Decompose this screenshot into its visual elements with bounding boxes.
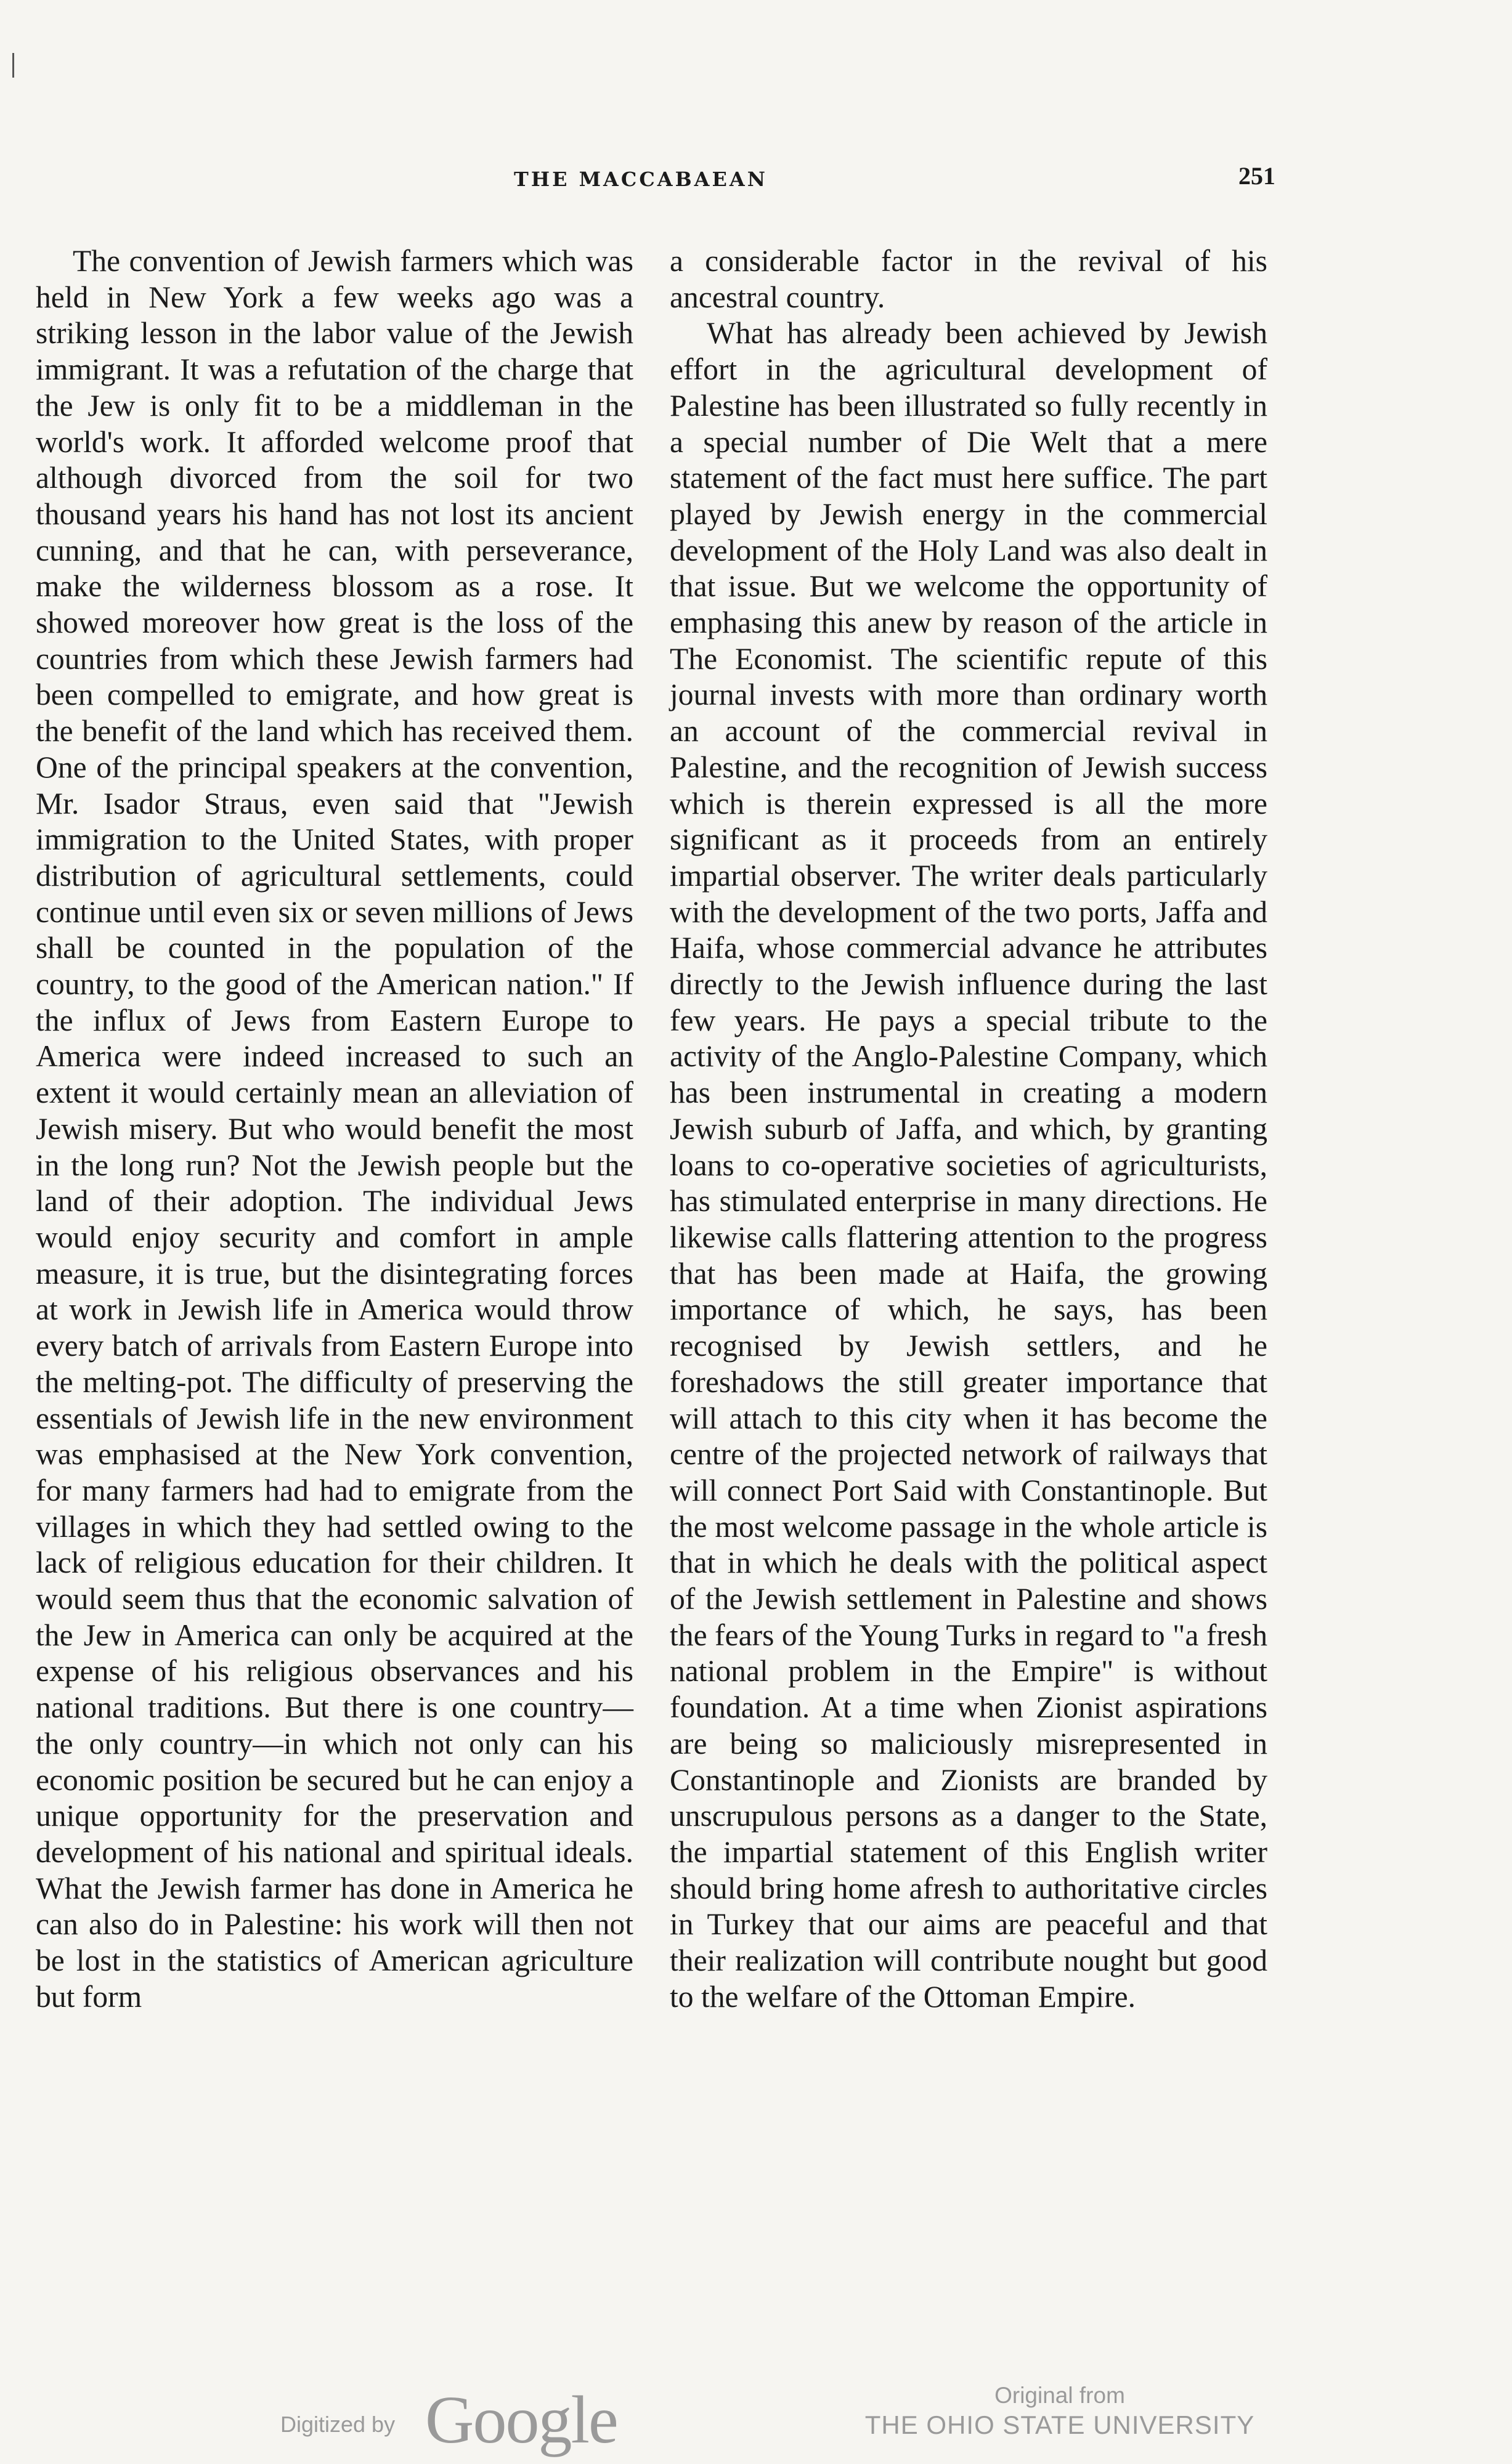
running-head: THE MACCABAEAN	[514, 168, 768, 191]
google-logo: Google	[425, 2382, 617, 2457]
paragraph: The convention of Jewish farmers which was held in New York a few weeks ago was a striking lesson in the labor value of the Jewish immigrant. It was a refutation of the charge that the Jew is only fit to be a middleman in the world's work. It afforded welcome proof that although divorced from the soil for two thousand years his hand has not lost its ancient cunning, and that he can, with perseverance, make the wilderness blossom as a rose. It showed moreover how great is the loss of the countries from which these Jewish farmers had been compelled to emigrate, and how great is the benefit of the land which has received them. One of the principal speakers at the convention, Mr. Isador Straus, even said that "Jewish immigration to the United States, with proper distribution of agricultural settlements, could continue until even six or seven millions of Jews shall be counted in the population of the country, to the good of the American nation." If the influx of Jews from Eastern Europe to America were indeed increased to such an extent it would certainly mean an alleviation of Jewish misery. But who would benefit the most in the long run? Not the Jewish people but the land of their adoption. The individual Jews would enjoy security and comfort in ample measure, it is true, but the disintegrating forces at work in Jewish life in America would throw every batch of arrivals from Eastern Europe into the melting-pot. The difficulty of preserving the essentials of Jewish life in the new environment was emphasised at the New York convention, for many farmers had had to emigrate from the villages in which they had settled owing to the lack of religious education for their children. It would seem thus that the economic salvation of the Jew in America can only be acquired at the expense of his religious observances and his national traditions. But there is one country—the only country—in which not only can his economic position be secured but he can enjoy a unique opportunity for the preservation and development of his national and spiritual ideals. What the Jewish farmer has done in America he can also do in Palestine: his work will then not be lost in the statistics of American agriculture but form	[36, 244, 633, 2014]
digitized-by-label: Digitized by	[280, 2412, 396, 2437]
digitized-by-watermark	[280, 2381, 650, 2457]
right-column	[670, 243, 1267, 2015]
paragraph: What has already been achieved by Jewish effort in the agricultural development of Palestine has been illustrated so fully recently in a special number of Die Welt that a mere statement of the fact must here suffice. The part played by Jewish energy in the commercial development of the Holy Land was also dealt in that issue. But we welcome the opportunity of emphasing this anew by reason of the article in The Economist. The scientific repute of this journal invests with more than ordinary worth an account of the commercial revival in Palestine, and the recognition of Jewish success which is therein expressed is all the more significant as it proceeds from an entirely impartial observer. The writer deals particularly with the development of the two ports, Jaffa and Haifa, whose commercial advance he attributes directly to the Jewish influence during the last few years. He pays a special tribute to the activity of the Anglo-Palestine Company, which has been instrumental in creating a modern Jewish suburb of Jaffa, and which, by granting loans to co-operative societies of agriculturists, has stimulated enterprise in many directions. He likewise calls flattering attention to the progress that has been made at Haifa, the growing importance of which, he says, has been recognised by Jewish settlers, and he foreshadows the still greater importance that will attach to this city when it has become the centre of the projected network of railways that will connect Port Said with Constantinople. But the most welcome passage in the whole article is that in which he deals with the political aspect of the Jewish settlement in Palestine and shows the fears of the Young Turks in regard to "a fresh national problem in the Empire" is without foundation. At a time when Zionist aspirations are being so maliciously misrepresented in Constantinople and Zionists are branded by unscrupulous persons as a danger to the State, the impartial statement of this English writer should bring home afresh to authoritative circles in Turkey that our aims are peaceful and that their realization will contribute nought but good to the welfare of the Ottoman Empire.	[670, 316, 1267, 2014]
paragraph: a considerable factor in the revival of his ancestral country.	[670, 244, 1267, 314]
original-from-watermark	[844, 2382, 1275, 2441]
left-column	[36, 243, 633, 2015]
page-number: 251	[1238, 162, 1275, 190]
original-from-label: Original from	[994, 2383, 1125, 2408]
institution-name: THE OHIO STATE UNIVERSITY	[864, 2410, 1255, 2439]
margin-mark	[12, 53, 14, 78]
